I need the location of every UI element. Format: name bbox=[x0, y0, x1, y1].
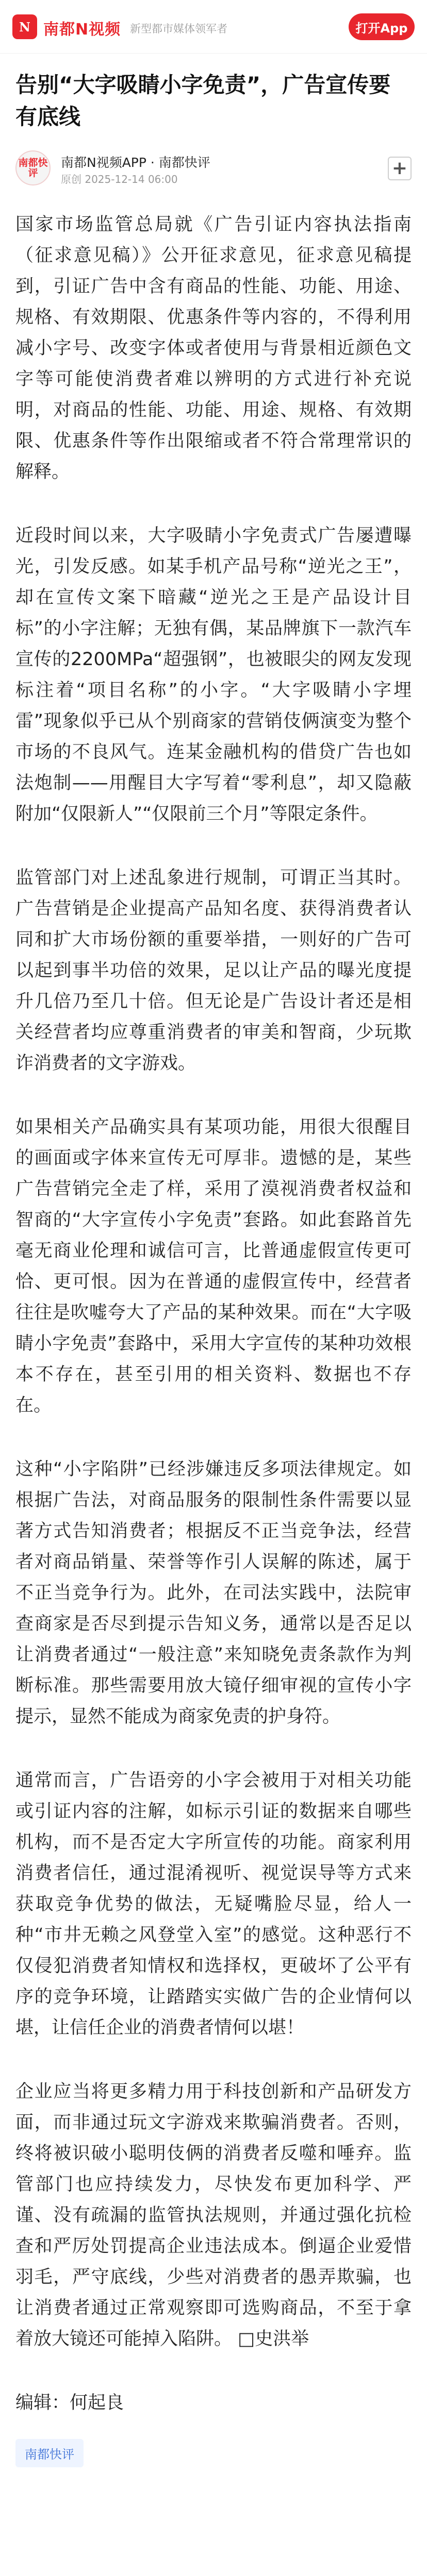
article-title: 告别“大字吸睛小字免责”，广告宣传要有底线 bbox=[15, 72, 391, 129]
article-body bbox=[15, 209, 412, 2354]
article bbox=[0, 54, 427, 2467]
paragraph: 企业应当将更多精力用于科技创新和产品研发方面，而非通过玩文字游戏来欺骗消费者。否则，终将被识破小聪明伎俩的消费者反噬和唾弃。监管部门也应持续发力，尽快发布更加科学、严谨、没有疏漏的监管执法规则，并通过强化抗检查和严厉处罚提高企业违法成本。倒逼企业爱惜羽毛，严守底线，少些对消费者的愚弄欺骗，也让消费者通过正常观察即可选购商品，不至于拿着放大镜还可能掉入陷阱。 □史洪举 bbox=[15, 2081, 412, 2349]
app-logo-icon[interactable]: N bbox=[12, 14, 37, 39]
author-row bbox=[15, 148, 412, 190]
paragraph: 这种“小字陷阱”已经涉嫌违反多项法律规定。如根据广告法，对商品服务的限制性条件需要以显著方式告知消费者；根据反不正当竞争法，经营者对商品销量、荣誉等作引人误解的陈述，属于不正当竞争行为。此外，在司法实践中，法院审查商家是否尽到提示告知义务，通常以是否足以让消费者通过“一般注意”来知晓免责条款作为判断标准。那些需要用放大镜仔细审视的宣传小字提示，显然不能成为商家免责的护身符。 bbox=[15, 1459, 412, 1727]
paragraph: 如果相关产品确实具有某项功能，用很大很醒目的画面或字体来宣传无可厚非。遗憾的是，某些广告营销完全走了样，采用了漠视消费者权益和智商的“大字宣传小字免责”套路。如此套路首先毫无商业伦理和诚信可言，比普通虚假宣传更可恰、更可恨。因为在普通的虚假宣传中，经营者往往是吹嘘夸大了产品的某种效果。而在“大字吸睛小字免责”套路中，采用大字宣传的某种功效根本不存在，甚至引用的相关资料、数据也不存在。 bbox=[15, 1117, 412, 1416]
app-slogan: 新型都市媒体领军者 bbox=[130, 23, 227, 35]
paragraph: 监管部门对上述乱象进行规制，可谓正当其时。广告营销是企业提高产品知名度、获得消费者认同和扩大市场份额的重要举措，一则好的广告可以起到事半功倍的效果，足以让产品的曝光度提升几倍乃至几十倍。但无论是广告设计者还是相关经营者均应尊重消费者的审美和智商，少玩欺诈消费者的文字游戏。 bbox=[15, 868, 412, 1074]
paragraph: 国家市场监管总局就《广告引证内容执法指南（征求意见稿）》公开征求意见，征求意见稿提到，引证广告中含有商品的性能、功能、用途、规格、有效期限、优惠条件等内容的，不得利用减小字号、改变字体或者使用与背景相近颜色文字等可能使消费者难以辨明的方式进行补充说明，对商品的性能、功能、用途、规格、有效期限、优惠条件等作出限缩或者不符合常理常识的解释。 bbox=[15, 214, 412, 482]
publish-date: 原创 2025-12-14 06:00 bbox=[61, 173, 178, 185]
paragraph: 通常而言，广告语旁的小字会被用于对相关功能或引证内容的注解，如标示引证的数据来自哪些机构，而不是否定大字所宣传的功能。商家利用消费者信任，通过混淆视听、视觉误导等方式来获取竞争优势的做法，无疑嘴脸尽显，给人一种“市井无赖之风登堂入室”的感觉。这种恶行不仅侵犯消费者知情权和选择权，更破坏了公平有序的竞争环境，让踏踏实实做广告的企业情何以堪，让信任企业的消费者情何以堪！ bbox=[15, 1770, 412, 2038]
follow-plus-button[interactable] bbox=[388, 157, 412, 180]
author-name[interactable]: 南都N视频APP · 南都快评 bbox=[61, 155, 210, 170]
author-avatar-text: 南都快评 bbox=[18, 157, 48, 179]
app-name: 南都N视频 bbox=[43, 21, 121, 39]
app-top-bar bbox=[0, 0, 427, 54]
topic-tag[interactable]: 南都快评 bbox=[15, 2439, 84, 2467]
open-app-button[interactable]: 打开App bbox=[349, 13, 415, 40]
paragraph: 近段时间以来，大字吸睛小字免责式广告屡遭曝光，引发反感。如某手机产品号称“逆光之王”，却在宣传文案下暗藏“逆光之王是产品设计目标”的小字注解；无独有偶，某品牌旗下一款汽车宣传的2200MPa“超强钢”，也被眼尖的网友发现标注着“项目名称”的小字。“大字吸睛小字埋雷”现象似乎已从个别商家的营销伎俩演变为整个市场的不良风气。连某金融机构的借贷广告也如法炮制——用醒目大字写着“零利息”，却又隐蔽附加“仅限新人”“仅限前三个月”等限定条件。 bbox=[15, 526, 412, 824]
plus-icon: + bbox=[391, 158, 408, 179]
author-avatar[interactable] bbox=[15, 150, 51, 185]
editor-credit: 编辑：何起良 bbox=[15, 2393, 124, 2413]
